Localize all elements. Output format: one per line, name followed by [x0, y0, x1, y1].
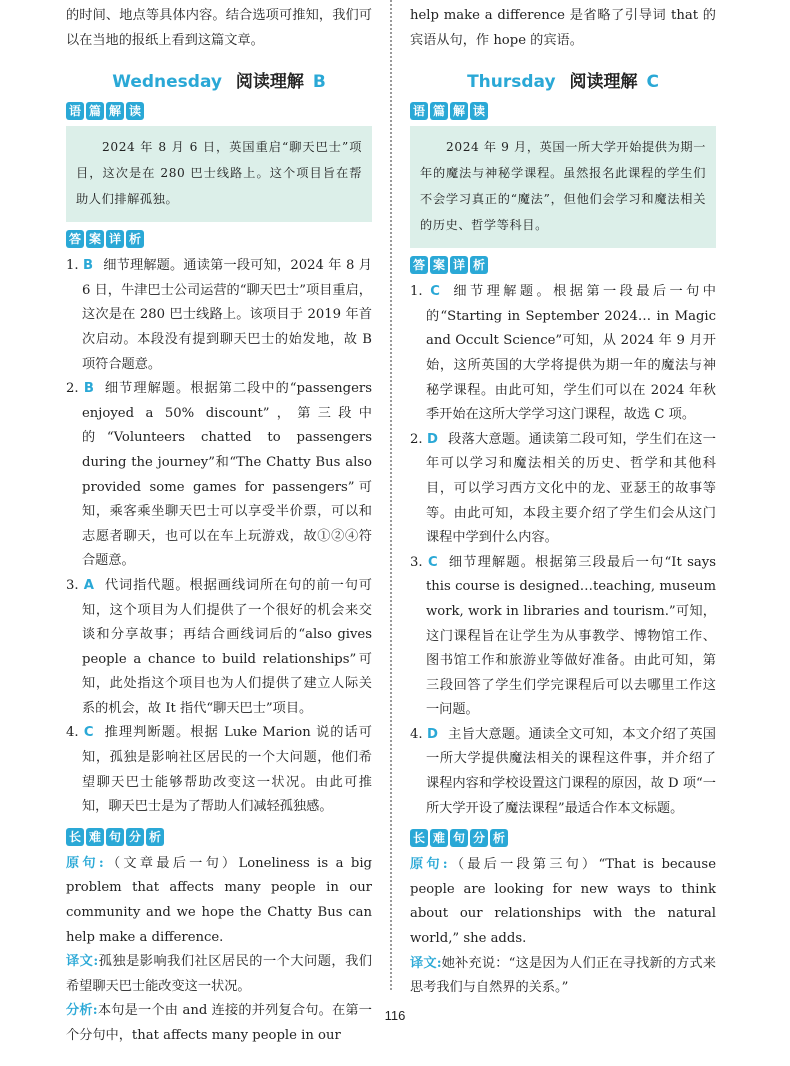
summary-tag — [410, 102, 716, 120]
answer-tag — [66, 230, 372, 248]
tag-char: 篇 — [430, 102, 448, 120]
answer-num: 3. — [66, 577, 79, 593]
answer-text: 代词指代题。根据画线词所在句的前一句可知，这个项目为人们提供了一个很好的机会来交谈和分享故事；再结合画线词后的“also gives people a chance to build relationships”可知，此处指这个项目也为人们提供了建立人际关系的机会，故 It 指代“聊天巴士”项目。 — [82, 577, 372, 716]
answer-item — [66, 574, 372, 722]
column-divider — [390, 0, 392, 990]
answer-letter: B — [82, 258, 94, 274]
answer-num: 4. — [66, 725, 79, 741]
thursday-heading — [410, 67, 716, 92]
translation-text: 孤独是影响我们社区居民的一个大问题，我们希望聊天巴士能改变这一状况。 — [66, 954, 372, 994]
day-title-en: Thursday — [467, 72, 556, 93]
label-translation: 译文: — [410, 955, 442, 971]
answer-text: 主旨大意题。通读全文可知，本文介绍了英国一所大学提供魔法相关的课程这件事，并介绍了课程内容和学校设置这门课程的原因，故 D 项“一所大学开设了魔法课程”最适合作本文标题。 — [426, 726, 716, 816]
page-number: 116 — [384, 1008, 406, 1023]
tag-char: 解 — [106, 102, 124, 120]
original-text: （文章最后一句）Loneliness is a big problem that affects many people in our community and we hope the Chatty Bus can help make a difference. — [66, 855, 372, 945]
day-title-letter: C — [646, 72, 659, 93]
tag-char: 分 — [126, 828, 144, 846]
answer-text: 细节理解题。根据第二段中的“passengers enjoyed a 50% discount”，第三段中的“Volunteers chatted to passengers during the journey”和“The Chatty Bus also provided some games for passengers”可知，乘客乘坐聊天巴士可以享受半价票，可以和志愿者聊天，也可以在车上玩游戏，故①②④符合题意。 — [82, 381, 372, 569]
label-analysis: 分析: — [66, 1003, 98, 1019]
answer-num: 3. — [410, 554, 423, 570]
answer-letter: A — [83, 577, 94, 593]
answer-text: 细节理解题。根据第一段最后一句中的“Starting in September 2024… in Magic and Occult Science”可知，从 2024 年 9 月开始，这所英国的大学将提供为期一年的魔法与神秘学课程。由此可知，学生们可以在 2024 年秋季开始在这所大学学习这门课程，故选 C 项。 — [426, 284, 716, 423]
answer-letter: B — [83, 381, 94, 397]
day-title-en: Wednesday — [112, 72, 222, 93]
left-intro: 的时间、地点等具体内容。结合选项可推知，我们可以在当地的报纸上看到这篇文章。 — [66, 8, 372, 48]
summary-box: 2024 年 8 月 6 日，英国重启“聊天巴士”项目，这次是在 280 巴士线路上。这个项目旨在帮助人们排解孤独。 — [66, 126, 372, 222]
label-translation: 译文: — [66, 954, 99, 970]
label-original: 原句: — [66, 855, 104, 871]
tag-char: 难 — [86, 828, 104, 846]
answer-letter: C — [427, 554, 438, 570]
tag-char: 长 — [410, 829, 428, 847]
answer-item — [410, 551, 716, 723]
answer-num: 1. — [410, 284, 423, 300]
answer-item — [410, 280, 716, 428]
tag-char: 句 — [450, 829, 468, 847]
tag-char: 析 — [470, 256, 488, 274]
tag-char: 答 — [66, 230, 84, 248]
tag-char: 长 — [66, 828, 84, 846]
right-column — [410, 0, 716, 1001]
tag-char: 析 — [490, 829, 508, 847]
answer-letter: C — [430, 284, 440, 300]
left-column — [66, 0, 372, 1049]
day-title-cn: 阅读理解 — [569, 72, 638, 93]
answer-item — [66, 721, 372, 819]
tag-char: 析 — [126, 230, 144, 248]
answer-tag — [410, 256, 716, 274]
answer-letter: C — [83, 725, 94, 741]
original-sentence — [410, 853, 716, 951]
tag-char: 答 — [410, 256, 428, 274]
summary-tag — [66, 102, 372, 120]
original-sentence — [66, 852, 372, 950]
tag-char: 篇 — [86, 102, 104, 120]
answer-item — [410, 428, 716, 551]
analysis-tag — [66, 828, 372, 846]
answer-num: 2. — [410, 431, 423, 447]
analysis-tag — [410, 829, 716, 847]
wednesday-heading — [66, 67, 372, 92]
summary-box: 2024 年 9 月，英国一所大学开始提供为期一年的魔法与神秘学课程。虽然报名此课程的学生们不会学习真正的“魔法”，但他们会学习和魔法相关的历史、哲学等科目。 — [410, 126, 716, 248]
answer-text: 细节理解题。通读第一段可知，2024 年 8 月 6 日，牛津巴士公司运营的“聊天巴士”项目重启，这次是在 280 巴士线路上。该项目于 2019 年首次启动。本段没有提到聊天巴士的始发地，故 B 项符合题意。 — [82, 258, 372, 372]
day-title-cn: 阅读理解 — [235, 72, 304, 93]
tag-char: 详 — [106, 230, 124, 248]
analysis — [66, 999, 372, 1048]
translation — [66, 950, 372, 999]
original-text: （最后一段第三句）“That is because people are looking for new ways to think about our relationships with the natural world,” she adds. — [410, 857, 716, 947]
label-original: 原句: — [410, 857, 448, 873]
answer-num: 4. — [410, 726, 423, 742]
analysis-text: 本句是一个由 and 连接的并列复合句。在第一个分句中，that affects many people in our — [66, 1003, 372, 1043]
translation — [410, 952, 716, 1001]
answer-letter: D — [427, 726, 438, 742]
tag-char: 语 — [410, 102, 428, 120]
answer-text: 段落大意题。通读第二段可知，学生们在这一年可以学习和魔法相关的历史、哲学和其他科目，可以学习西方文化中的龙、亚瑟王的故事等等。由此可知，本段主要介绍了学生们会从这门课程中学到什么内容。 — [426, 431, 716, 546]
day-title-letter: B — [312, 72, 326, 93]
tag-char: 解 — [450, 102, 468, 120]
tag-char: 分 — [470, 829, 488, 847]
tag-char: 读 — [126, 102, 144, 120]
tag-char: 析 — [146, 828, 164, 846]
answer-text: 推理判断题。根据 Luke Marion 说的话可知，孤独是影响社区居民的一个大问题，他们希望聊天巴士能够帮助改变这一状况。由此可推知，聊天巴士是为了帮助人们减轻孤独感。 — [82, 725, 372, 815]
tag-char: 难 — [430, 829, 448, 847]
tag-char: 案 — [86, 230, 104, 248]
answer-num: 1. — [66, 258, 79, 274]
answer-item — [66, 377, 372, 574]
translation-text: 她补充说：“这是因为人们正在寻找新的方式来思考我们与自然界的关系。” — [410, 955, 716, 996]
tag-char: 语 — [66, 102, 84, 120]
tag-char: 详 — [450, 256, 468, 274]
answer-letter: D — [427, 431, 438, 447]
tag-char: 读 — [470, 102, 488, 120]
answer-item — [66, 254, 372, 377]
right-intro: help make a difference 是省略了引导词 that 的宾语从句，作 hope 的宾语。 — [410, 8, 716, 48]
tag-char: 案 — [430, 256, 448, 274]
answer-item — [410, 723, 716, 821]
tag-char: 句 — [106, 828, 124, 846]
answer-text: 细节理解题。根据第三段最后一句“It says this course is designed…teaching, museum work, work in libraries and tourism.”可知，这门课程旨在让学生为从事教学、博物馆工作、图书馆工作和旅游业等做好准备。由此可知，第三段回答了学生们学完课程后可以去哪里工作这一问题。 — [426, 554, 716, 718]
answer-num: 2. — [66, 381, 79, 397]
